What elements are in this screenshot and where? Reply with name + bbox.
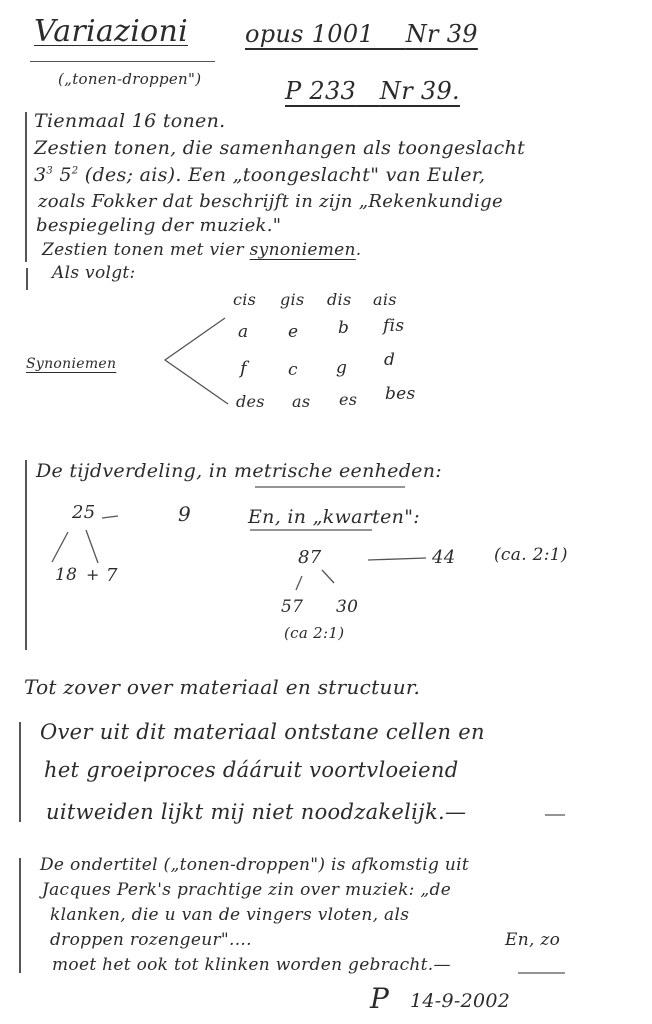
title: Variazioni	[34, 14, 188, 49]
quarters-root: 87	[298, 547, 322, 568]
para2-line-5: moet het ook tot klinken worden gebracht.—	[52, 955, 451, 975]
para2-line-3: klanken, die u van de vingers vloten, als	[50, 905, 410, 925]
opus-label: opus 1001	[245, 20, 374, 48]
intro-line-5: bespiegeling der muziek."	[36, 215, 282, 236]
para2-line-1: De ondertitel („tonen-droppen") is afkomstig uit	[40, 855, 469, 875]
margin-line-para1	[19, 722, 21, 822]
quarters-side-ratio: (ca. 2:1)	[494, 545, 568, 565]
intro-line-4: zoals Fokker dat beschrijft in zijn „Rekenkundige	[38, 191, 503, 212]
para2-line-4: droppen rozengeur"....	[50, 930, 252, 950]
margin-line-time	[25, 460, 27, 650]
quarters-ratio: (ca 2:1)	[284, 624, 345, 642]
metric-root: 25	[72, 502, 96, 523]
subtitle: („tonen-droppen")	[58, 70, 202, 88]
quarters-heading: En, in „kwarten":	[248, 506, 420, 528]
intro-line-3: $3^3$ $5^2$ (des; ais). Een „toongeslacht" van Euler,	[34, 164, 486, 186]
intro-line-7: Als volgt:	[52, 263, 136, 283]
metric-plus: +	[86, 565, 100, 584]
catalog-label: P 233	[285, 77, 357, 105]
para2-aside: En, zo	[505, 930, 561, 950]
quarters-side: 44	[432, 547, 456, 568]
signature-date: 14-9-2002	[410, 990, 511, 1012]
intro-line-1: Tienmaal 16 tonen.	[34, 110, 226, 132]
para1-line-1: Over uit dit materiaal ontstane cellen en	[40, 720, 485, 744]
intro-line-2: Zestien tonen, die samenhangen als toongeslacht	[34, 137, 526, 159]
metric-right: 7	[106, 565, 118, 586]
metric-side: 9	[178, 502, 192, 526]
synonyms-label: Synoniemen	[26, 356, 117, 372]
time-heading: De tijdverdeling, in metrische eenheden:	[36, 460, 442, 482]
closing-line-1: Tot zover over materiaal en structuur.	[24, 675, 421, 699]
catalog-nr: Nr 39.	[379, 77, 460, 105]
synoniemen-word: synoniemen	[249, 240, 356, 260]
margin-line-para2	[19, 858, 21, 973]
para1-line-3: uitweiden lijkt mij niet noodzakelijk.—	[46, 800, 467, 824]
quarters-left: 57	[281, 597, 304, 617]
opus-nr: Nr 39	[405, 20, 478, 48]
intro-line-6: Zestien tonen met vier synoniemen.	[42, 240, 362, 260]
quarters-right: 30	[336, 597, 359, 617]
signature-initials: P	[370, 982, 390, 1015]
para2-line-2: Jacques Perk's prachtige zin over muziek: „de	[42, 880, 452, 900]
para1-line-2: het groeiproces dááruit voortvloeiend	[44, 758, 459, 782]
metric-left: 18	[55, 565, 78, 585]
